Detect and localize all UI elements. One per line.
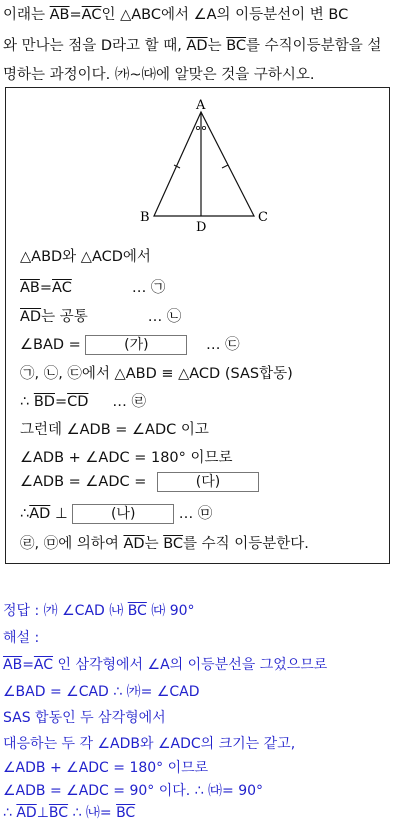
segment: $\overline{AD}$ [186,38,208,54]
text: = [22,657,34,673]
segment: $\overline{AC}$ [81,7,102,23]
answer-line-9 [3,802,135,822]
proof-line-10 [20,502,212,524]
text: ∠BAD = [20,337,81,353]
text: 정답 : ㈎ ∠CAD ㈏ [3,603,128,619]
text: ㉣, ㉤에 의하여 [20,536,124,552]
segment: $\overline{AB}$ [3,657,23,673]
proof-line-7: 그런데 ∠ADB = ∠ADC 이고 [20,422,209,438]
text: ∴ [3,805,17,821]
angle-mark-left [196,126,199,129]
segment: $\overline{AB}$ [49,7,70,23]
proof-line-8: ∠ADB + ∠ADC = 180° 이므로 [20,450,233,466]
text: … ㉡ [147,309,182,325]
text: = [54,394,68,410]
answer-line-3 [3,654,327,674]
segment: $\overline{AC}$ [52,280,72,296]
text: 를 수직이등분함을 설 [246,38,382,54]
segment: $\overline{BC}$ [127,603,147,619]
proof-line-2 [20,276,165,297]
proof-line-11 [20,532,309,553]
answer-line-8: ∠ADB = ∠ADC = 90° 이다. ∴ ㈐= 90° [3,783,264,799]
proof-line-5: ㉠, ㉡, ㉢에서 △ABD ≡ △ACD (SAS합동) [20,366,293,382]
text: 인 삼각형에서 ∠A의 이등분선을 그었으므로 [53,657,328,673]
text: ⊥ [36,805,49,821]
text: ∴ [20,506,30,522]
text: ∠ADB = ∠ADC = [20,474,147,490]
segment: $\overline{BC}$ [116,805,136,821]
text: 와 만나는 점을 D라고 할 때, [3,38,187,54]
label-c: C [258,210,268,225]
segment: $\overline{AD}$ [123,536,145,552]
text: 는 [207,38,227,54]
blank-na: (나) [72,504,174,524]
segment: $\overline{BC}$ [48,805,69,821]
answer-line-4: ∠BAD = ∠CAD ∴ ㈎= ∠CAD [3,684,200,700]
problem-line-2 [3,33,397,59]
text: … ㉤ [178,506,213,522]
segment: $\overline{AD}$ [29,506,51,522]
text: … ㉣ [112,394,147,410]
text: = [39,280,53,296]
proof-line-3 [20,305,181,326]
segment: $\overline{BD}$ [33,394,55,410]
segment: $\overline{BC}$ [226,38,247,54]
answer-line-5: SAS 합동인 두 삼각형에서 [3,710,166,726]
text: ∴ ㈏= [68,805,117,821]
text: 는 공통 [41,309,88,325]
segment: $\overline{AB}$ [20,280,40,296]
text: 를 수직 이등분한다. [183,536,309,552]
text: 명하는 과정이다. ㈎~㈐에 알맞은 것을 구하시오. [3,67,315,83]
segment: $\overline{AD}$ [20,309,42,325]
proof-line-9 [20,472,259,492]
proof-line-4 [20,333,240,355]
blank-ga: (가) [85,335,187,355]
problem-line-3 [3,62,397,88]
angle-mark-right [202,126,205,129]
answer-line-7: ∠ADB + ∠ADC = 180° 이므로 [3,760,209,776]
text: ⊥ [54,506,68,522]
problem-line-1 [3,2,397,28]
segment: $\overline{CD}$ [67,394,89,410]
text: ∴ [20,394,34,410]
text: 이래는 [3,7,50,23]
proof-line-1: △ABD와 △ACD에서 [20,249,151,265]
text: … ㉠ [131,280,166,296]
text: 인 △ABC에서 ∠A의 이등분선이 변 BC [101,7,349,23]
answer-line-1 [3,600,195,620]
text: ㈐ 90° [146,603,195,619]
text: 는 [144,536,164,552]
segment: $\overline{AD}$ [16,805,37,821]
proof-line-6 [20,390,146,411]
blank-da: (다) [157,472,259,492]
tick-ac [222,165,228,168]
proof-box [5,87,390,564]
triangle-abc [154,112,254,216]
triangle-figure [6,88,391,238]
segment: $\overline{BC}$ [163,536,184,552]
label-a: A [196,98,206,113]
text: = [69,7,82,23]
segment: $\overline{AC}$ [33,657,54,673]
text: … ㉢ [206,337,240,353]
answer-line-2: 해설 : [3,630,40,646]
label-b: B [140,210,150,225]
answer-line-6: 대응하는 두 각 ∠ADB와 ∠ADC의 크기는 같고, [3,736,296,752]
label-d: D [196,220,207,235]
